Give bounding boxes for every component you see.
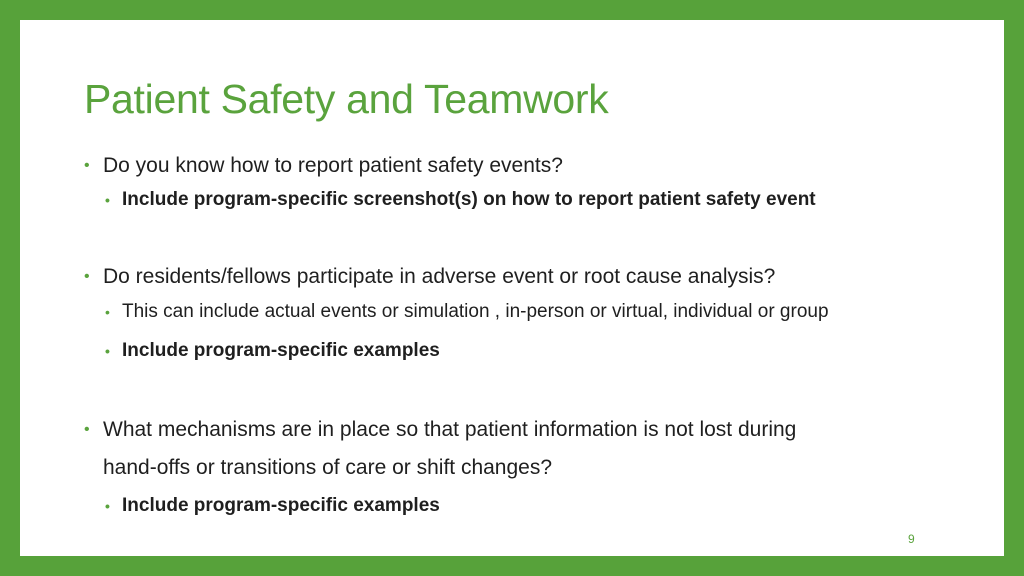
sub-bullet-examples-2 — [105, 493, 440, 519]
bullet-text-line-1: What mechanisms are in place so that patient information is not lost during — [103, 418, 797, 441]
bullet-text: Do residents/fellows participate in adverse event or root cause analysis? — [103, 265, 776, 288]
bullet-text: Include program-specific examples — [122, 495, 440, 516]
bullet-dot-icon: • — [105, 304, 110, 320]
bullet-text-line-2: hand-offs or transitions of care or shift changes? — [103, 456, 553, 479]
slide-title: Patient Safety and Teamwork — [84, 76, 609, 122]
bullet-dot-icon: • — [84, 157, 90, 174]
page-number: 9 — [908, 532, 915, 546]
bullet-dot-icon: • — [105, 343, 110, 359]
bullet-dot-icon: • — [84, 421, 90, 438]
sub-bullet-screenshot — [105, 187, 816, 213]
bullet-text: Do you know how to report patient safety events? — [103, 154, 563, 177]
sub-bullet-examples-1 — [105, 338, 440, 364]
bullet-dot-icon: • — [84, 268, 90, 285]
sub-bullet-simulation — [105, 299, 829, 325]
bullet-text: Include program-specific examples — [122, 340, 440, 361]
bullet-report-events — [84, 147, 563, 185]
bullet-dot-icon: • — [105, 192, 110, 208]
bullet-mechanisms — [84, 411, 797, 487]
bullet-adverse-event — [84, 258, 776, 296]
bullet-dot-icon: • — [105, 498, 110, 514]
bullet-text: Include program-specific screenshot(s) on how to report patient safety event — [122, 189, 816, 210]
bullet-text: This can include actual events or simulation , in-person or virtual, individual or group — [122, 301, 829, 322]
slide — [20, 20, 1004, 556]
